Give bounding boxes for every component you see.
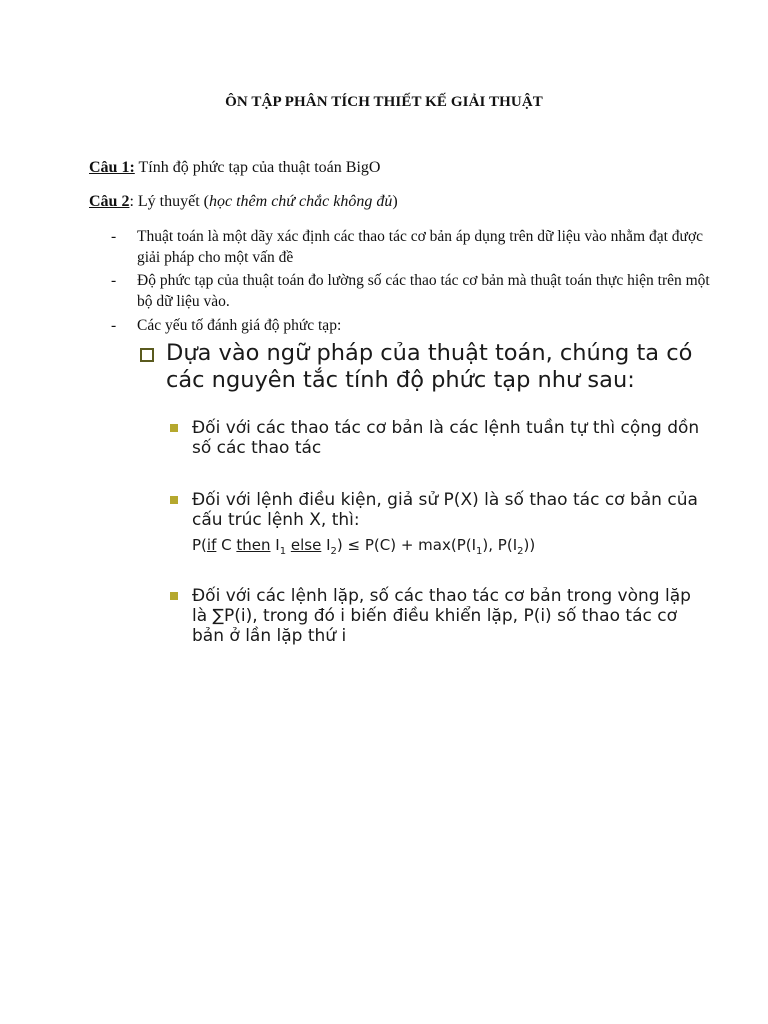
embedded-slide-image <box>130 338 730 658</box>
question-1 <box>89 158 380 178</box>
question-2-italic-note: học thêm chứ chắc không đủ <box>209 193 393 210</box>
square-bullet-icon <box>170 592 178 600</box>
conditional-formula: P(if C then $I_1$ else $I_2) \le P(C) + \max(P(I_1)$, $P(I_2)$) <box>192 536 536 557</box>
list-item-text: Độ phức tạp của thuật toán đo lường số các thao tác cơ bản mà thuật toán thực hiện trên một bộ dữ liệu vào. <box>137 272 710 310</box>
question-2-label: Câu 2 <box>89 193 130 210</box>
question-2-text-end: ) <box>392 193 398 210</box>
question-1-text: Tính độ phức tạp của thuật toán BigO <box>134 159 381 176</box>
question-2-text: : Lý thuyết ( <box>129 193 209 210</box>
dash-bullet: - <box>111 272 117 289</box>
slide-sub-item <box>170 490 710 530</box>
slide-main-text: Dựa vào ngữ pháp của thuật toán, chúng ta có các nguyên tắc tính độ phức tạp như sau: <box>166 340 693 393</box>
list-item <box>111 226 711 268</box>
dash-bullet: - <box>111 228 117 245</box>
slide-sub-item <box>170 586 710 646</box>
slide-sub-text: Đối với các thao tác cơ bản là các lệnh tuần tự thì cộng dồn số các thao tác <box>192 418 700 458</box>
list-item <box>111 315 711 336</box>
square-bullet-icon <box>170 496 178 504</box>
slide-main-point <box>140 340 720 394</box>
question-1-label: Câu 1: <box>89 159 135 176</box>
list-item-text: Các yếu tố đánh giá độ phức tạp: <box>137 317 342 334</box>
question-2 <box>89 192 398 212</box>
document-title: ÔN TẬP PHÂN TÍCH THIẾT KẾ GIẢI THUẬT <box>225 94 543 110</box>
slide-sub-text: Đối với các lệnh lặp, số các thao tác cơ bản trong vòng lặp là ∑P(i), trong đó i biến điều khiển lặp, P(i) số thao tác cơ bản ở lần lặp thứ i <box>192 586 691 646</box>
square-bullet-icon <box>140 348 154 362</box>
dash-bullet: - <box>111 317 117 334</box>
square-bullet-icon <box>170 424 178 432</box>
list-item-text: Thuật toán là một dãy xác định các thao tác cơ bản áp dụng trên dữ liệu vào nhằm đạt được giải pháp cho một vấn đề <box>137 228 704 266</box>
list-item <box>111 270 711 312</box>
slide-sub-text: Đối với lệnh điều kiện, giả sử P(X) là số thao tác cơ bản của cấu trúc lệnh X, thì: <box>192 490 698 530</box>
slide-sub-item <box>170 418 710 458</box>
